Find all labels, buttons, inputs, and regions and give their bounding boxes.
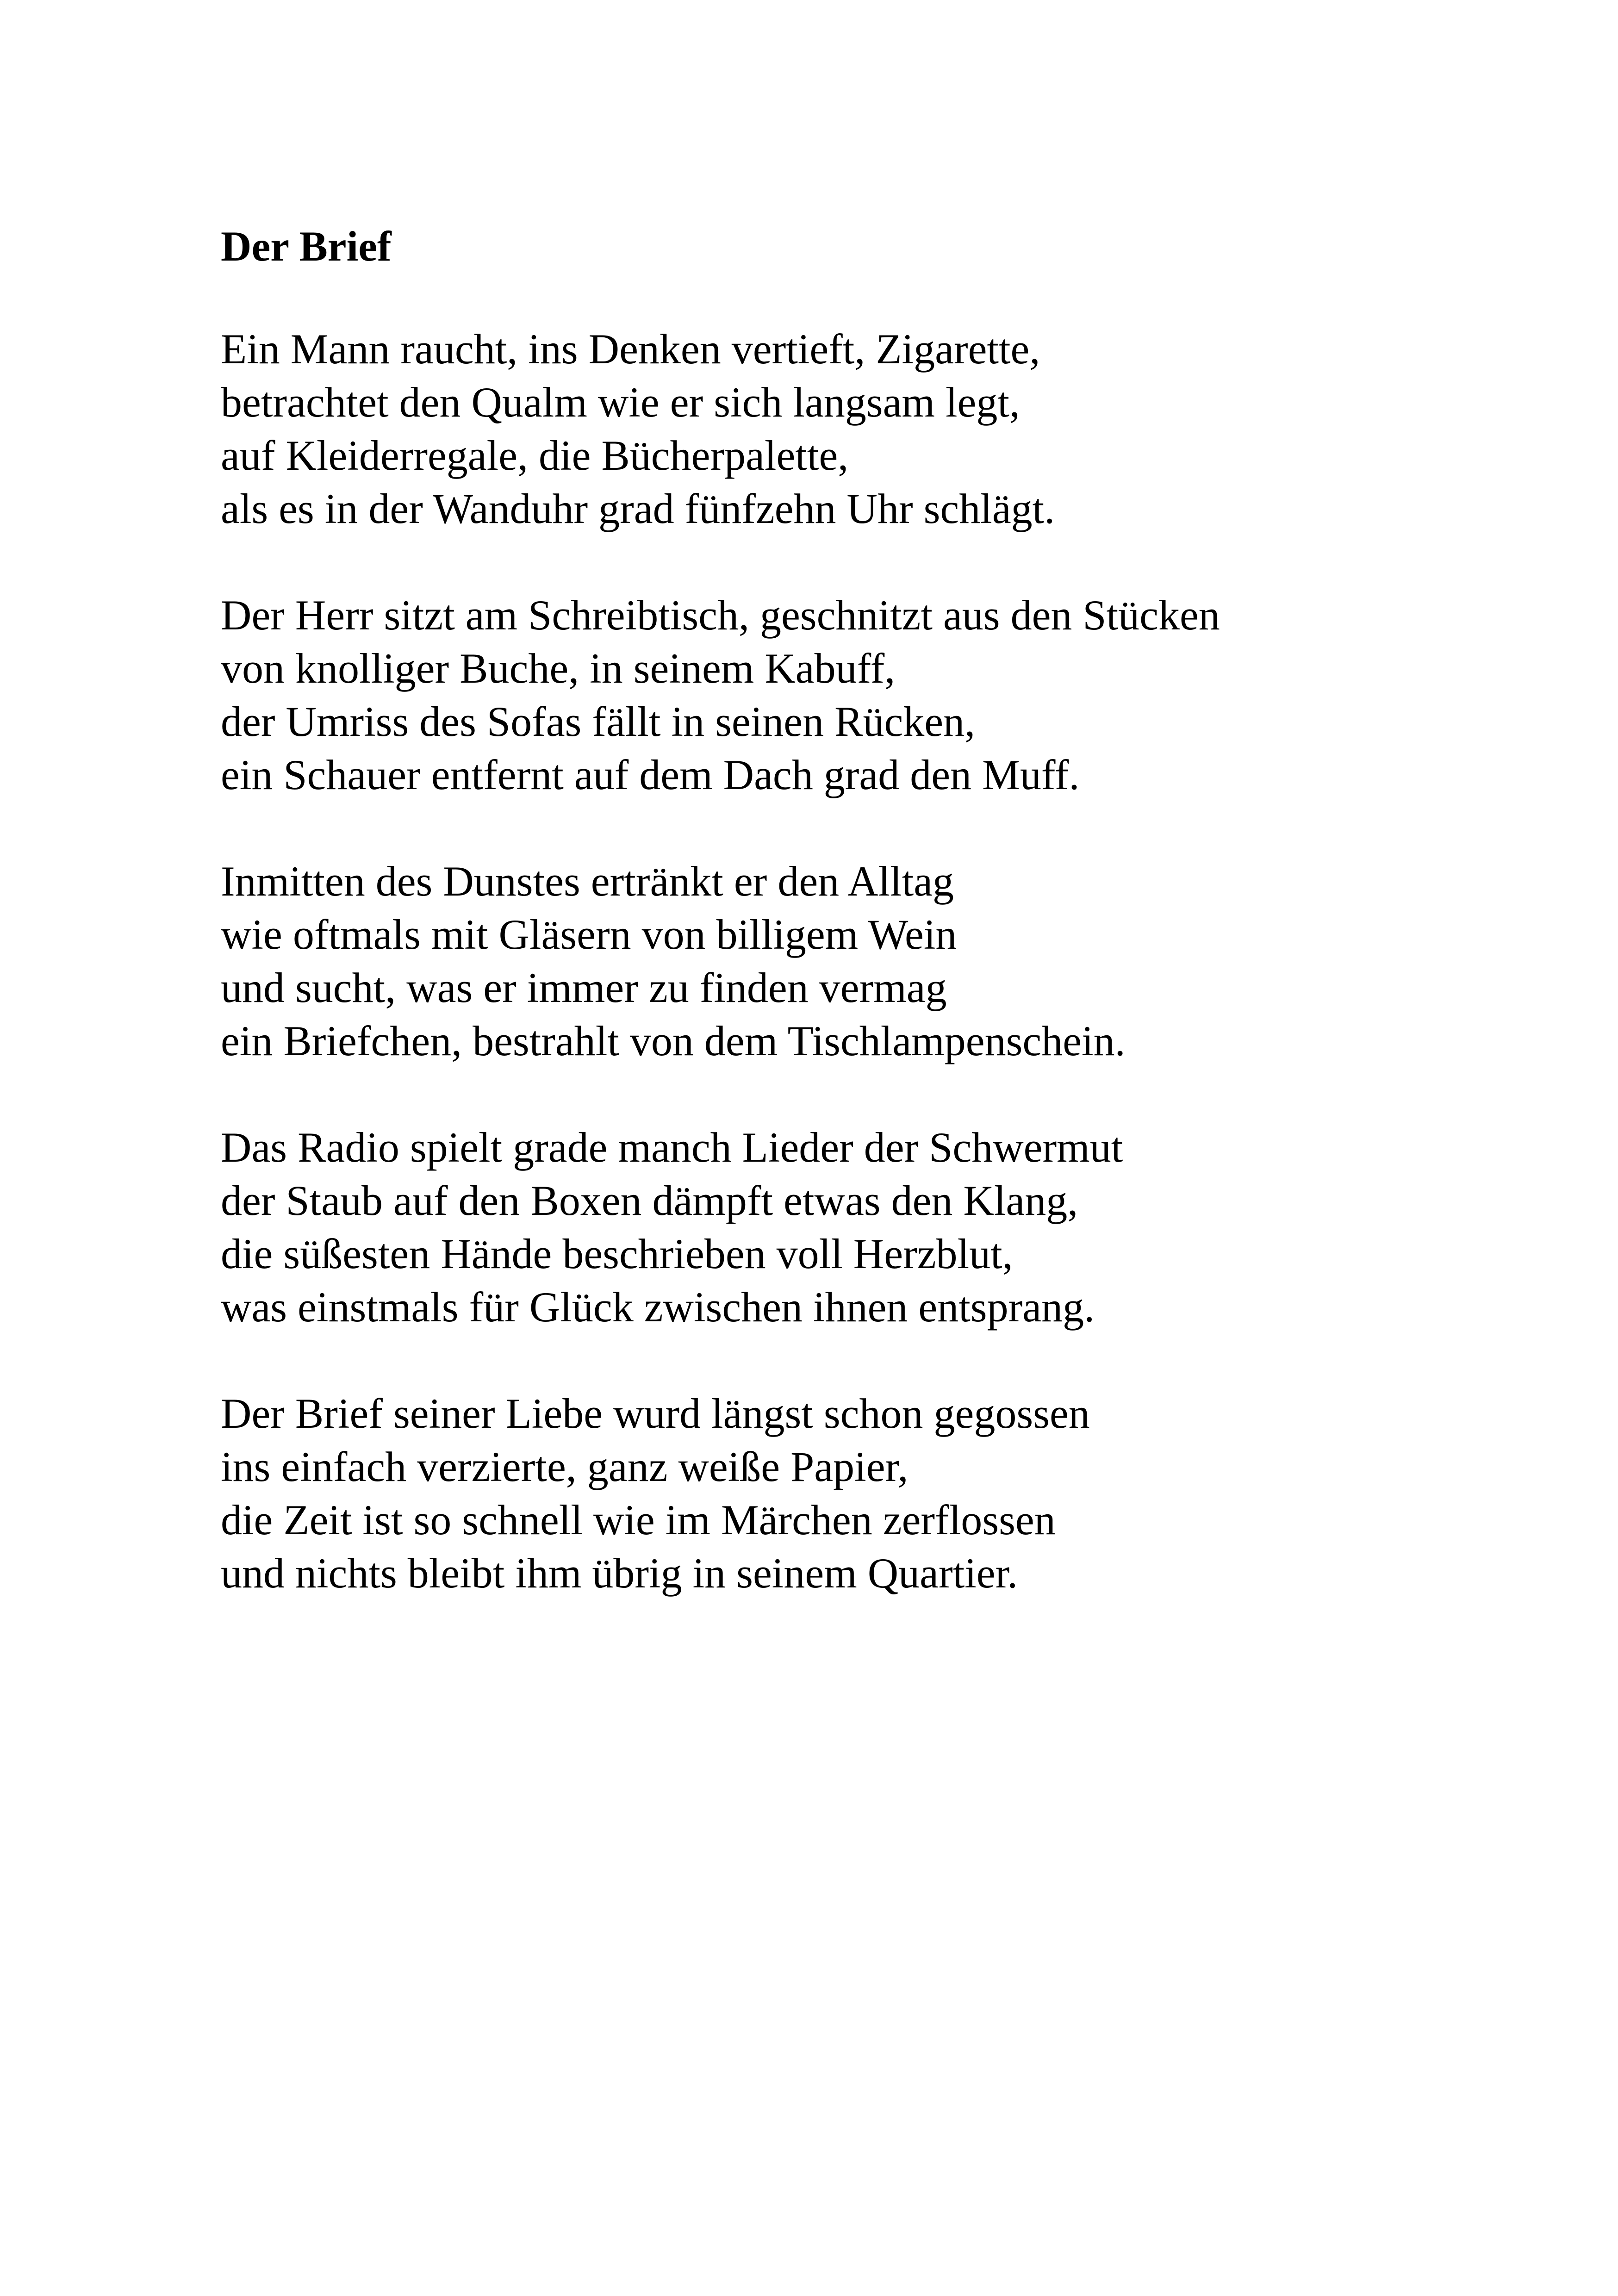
poem-line: der Staub auf den Boxen dämpft etwas den Klang, <box>221 1177 1078 1224</box>
stanza-5 <box>221 1387 1563 1600</box>
poem-line: der Umriss des Sofas fällt in seinen Rücken, <box>221 698 976 745</box>
stanza-3 <box>221 855 1563 1068</box>
poem-line: die Zeit ist so schnell wie im Märchen zerflossen <box>221 1496 1056 1543</box>
poem-line: die süßesten Hände beschrieben voll Herzblut, <box>221 1230 1013 1277</box>
poem-line: von knolliger Buche, in seinem Kabuff, <box>221 645 896 692</box>
poem-line: wie oftmals mit Gläsern von billigem Wein <box>221 911 957 958</box>
stanza-1 <box>221 323 1563 535</box>
poem-title: Der Brief <box>221 223 392 270</box>
poem-line: betrachtet den Qualm wie er sich langsam legt, <box>221 379 1020 426</box>
poem-line: Das Radio spielt grade manch Lieder der Schwermut <box>221 1124 1123 1171</box>
poem-line: und sucht, was er immer zu finden vermag <box>221 964 947 1011</box>
poem-line: ein Briefchen, bestrahlt von dem Tischlampenschein. <box>221 1017 1126 1064</box>
poem-line: ein Schauer entfernt auf dem Dach grad den Muff. <box>221 751 1080 798</box>
stanza-4 <box>221 1121 1563 1334</box>
poem-line: Inmitten des Dunstes ertränkt er den Alltag <box>221 858 954 905</box>
poem-line: und nichts bleibt ihm übrig in seinem Quartier. <box>221 1549 1018 1597</box>
poem-body <box>221 323 1563 1653</box>
poem-line: ins einfach verzierte, ganz weiße Papier, <box>221 1443 909 1490</box>
poem-line: Der Brief seiner Liebe wurd längst schon gegossen <box>221 1390 1090 1437</box>
poem-line: Ein Mann raucht, ins Denken vertieft, Zigarette, <box>221 325 1040 373</box>
stanza-2 <box>221 589 1563 802</box>
poem-line: Der Herr sitzt am Schreibtisch, geschnitzt aus den Stücken <box>221 591 1220 639</box>
poem-line: als es in der Wanduhr grad fünfzehn Uhr schlägt. <box>221 485 1055 532</box>
poem-line: was einstmals für Glück zwischen ihnen entsprang. <box>221 1283 1095 1331</box>
poem-line: auf Kleiderregale, die Bücherpalette, <box>221 432 849 479</box>
